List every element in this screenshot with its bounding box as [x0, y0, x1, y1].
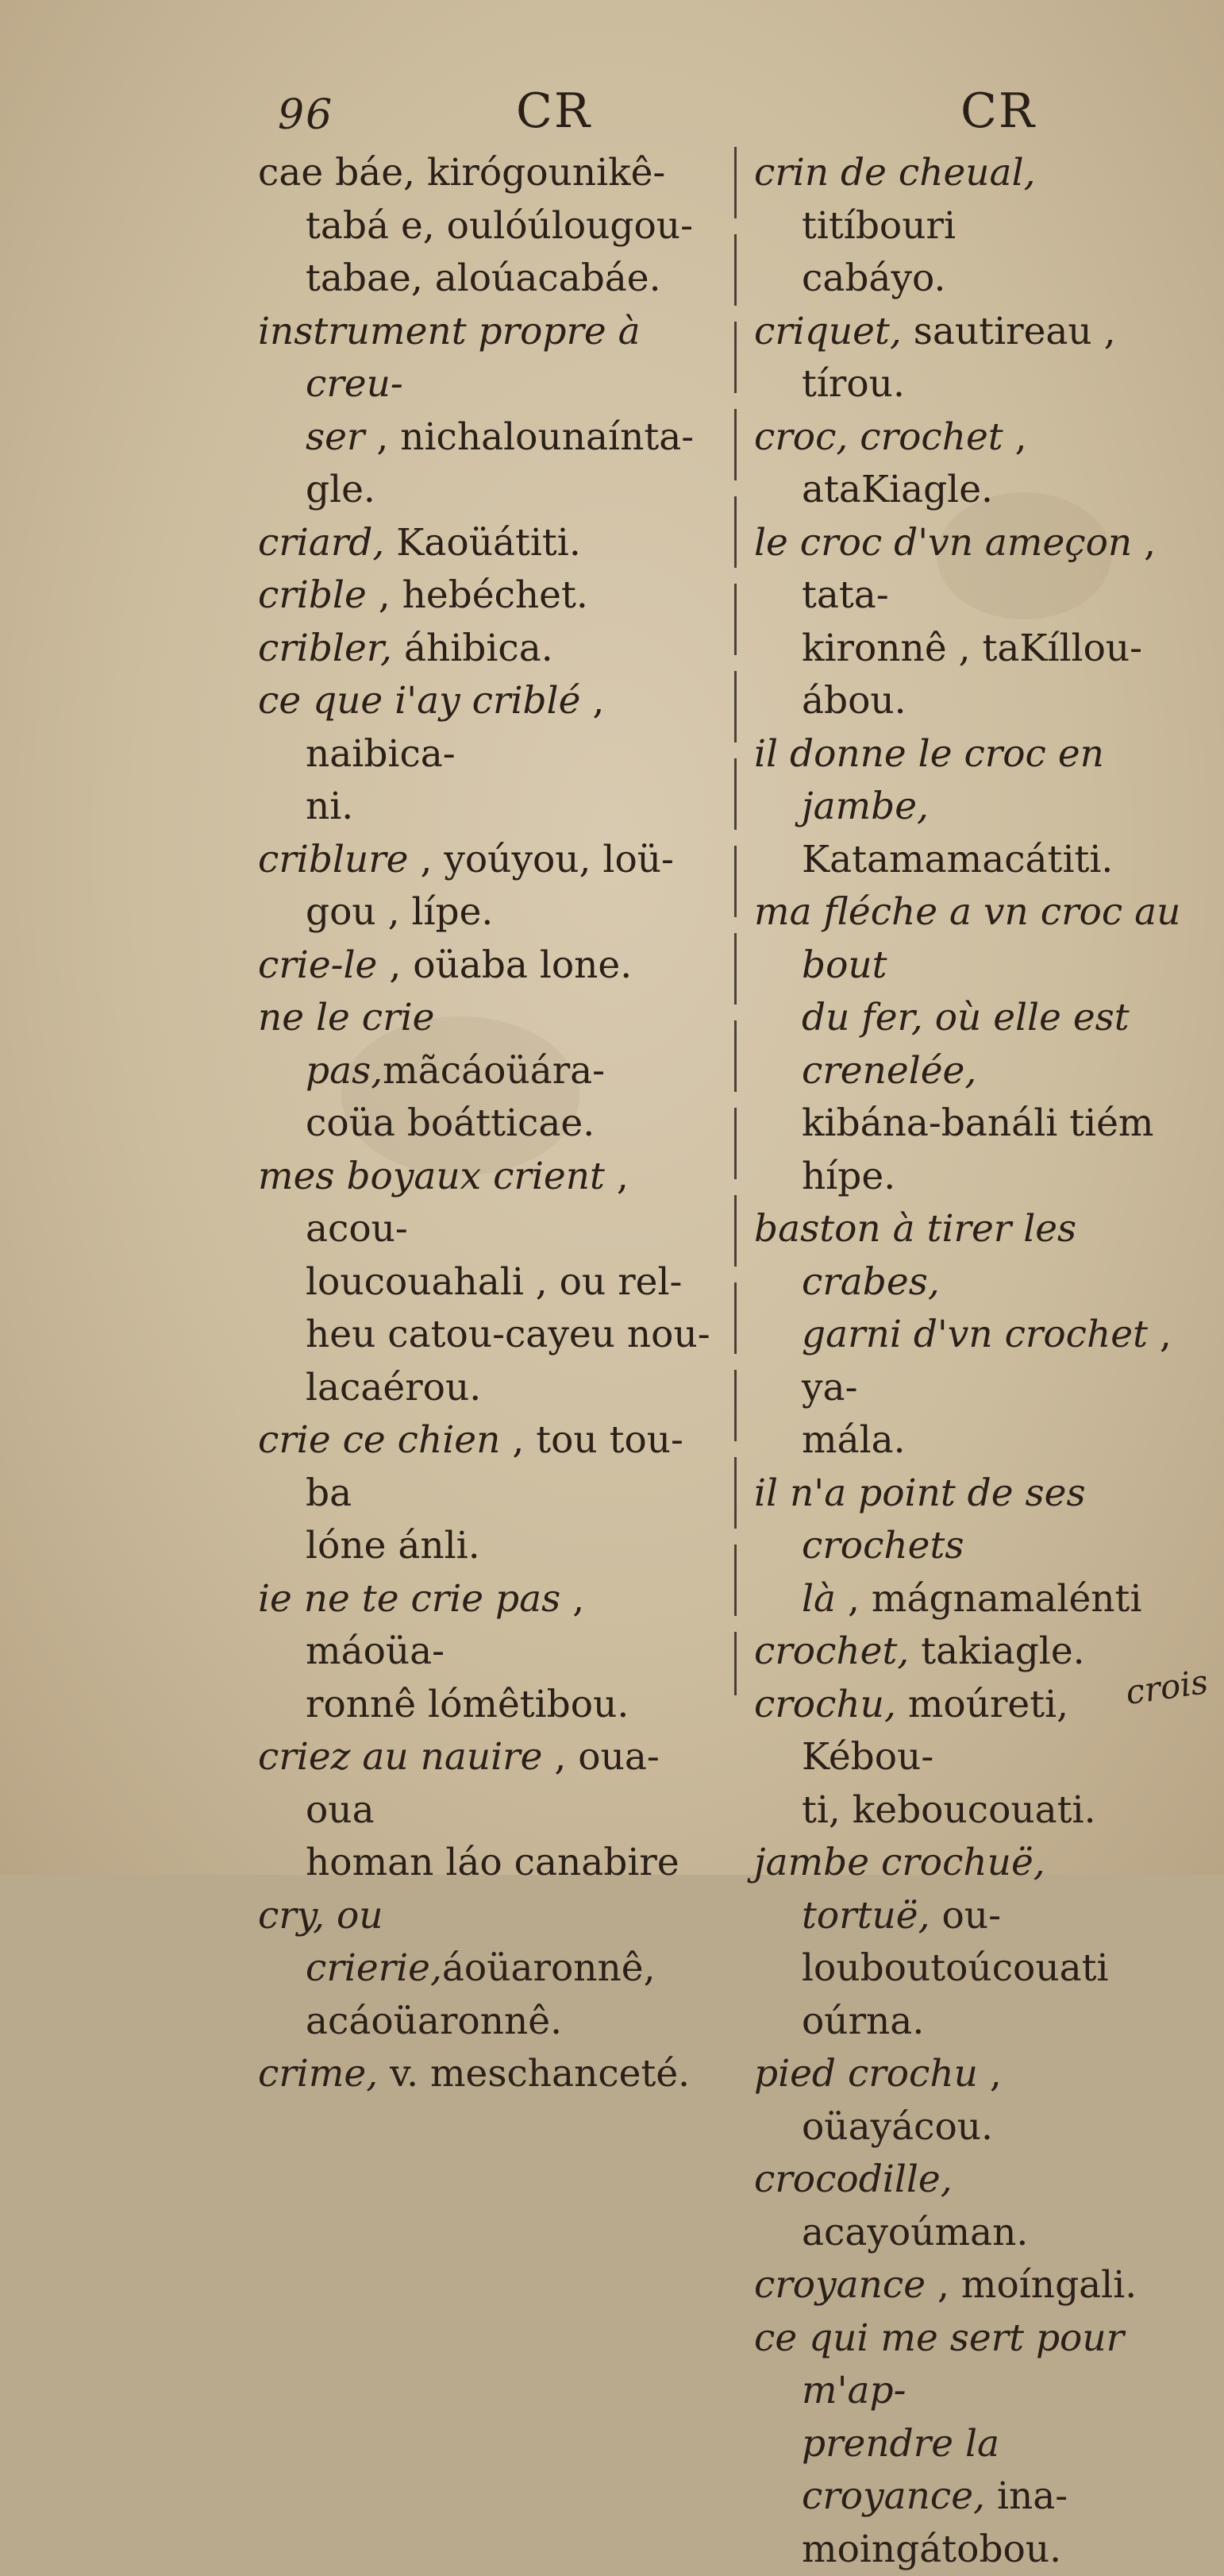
- gloss: mãcáoüára-: [383, 1049, 605, 1093]
- dictionary-line: [258, 464, 726, 517]
- dictionary-line: [258, 623, 726, 676]
- headword: jambe crochuë, tortuë,: [754, 1841, 1045, 1938]
- headword: garni d'vn crochet: [802, 1313, 1148, 1356]
- gloss: lóne ánli.: [306, 1524, 480, 1568]
- dictionary-line: [258, 1890, 726, 1996]
- headword: prendre la croyance,: [802, 2422, 999, 2519]
- headword: ce qui me sert pour m'ap-: [754, 2316, 1124, 2413]
- gloss: gou , lípe.: [306, 890, 493, 934]
- gloss: tabá e, oulóúlougou-: [306, 204, 693, 248]
- headword: il donne le croc en jambe,: [754, 732, 1104, 829]
- gloss: moingátobou.: [802, 2528, 1061, 2571]
- dictionary-line: [754, 2259, 1183, 2312]
- headword: ser: [306, 415, 364, 459]
- gloss: , tou tou-ba: [306, 1418, 683, 1515]
- dictionary-line: [754, 147, 1183, 253]
- dictionary-line: [754, 2048, 1183, 2154]
- gloss: acayoúman.: [802, 2211, 1028, 2254]
- gloss: acáoüaronnê.: [306, 1999, 562, 2043]
- headword: instrument propre à creu-: [258, 310, 641, 407]
- catchword: crois: [1123, 1662, 1211, 1712]
- gloss: ina-: [985, 2474, 1068, 2518]
- dictionary-line: [754, 2154, 1183, 2259]
- gloss: gle.: [306, 468, 375, 511]
- gloss: áoüaronnê,: [442, 1946, 656, 1990]
- headword: ie ne te crie pas: [258, 1577, 560, 1621]
- dictionary-line: [258, 1309, 726, 1362]
- dictionary-line: [258, 1520, 726, 1573]
- headword: criblure: [258, 838, 409, 881]
- gloss: ou-: [930, 1894, 1001, 1938]
- gloss: heu catou-cayeu nou-: [306, 1313, 710, 1356]
- headword: cribler,: [258, 627, 392, 670]
- headword: cry, ou crierie,: [258, 1894, 442, 1991]
- headword: crie-le: [258, 943, 377, 987]
- gloss: , nichalounaínta-: [364, 415, 694, 459]
- gloss: ti, keboucouati.: [802, 1788, 1096, 1832]
- dictionary-line: [754, 1625, 1183, 1679]
- dictionary-line: [258, 569, 726, 623]
- gloss: tabae, aloúacabáe.: [306, 256, 661, 300]
- headword: criquet,: [754, 310, 902, 353]
- dictionary-line: [754, 1151, 1183, 1204]
- gloss: hípe.: [802, 1155, 895, 1198]
- gloss: , ya-: [802, 1313, 1172, 1409]
- gloss: loucouahali , ou rel-: [306, 1260, 682, 1304]
- dictionary-line: [754, 2524, 1183, 2576]
- gloss: Katamamacátiti.: [802, 838, 1113, 881]
- dictionary-line: [754, 675, 1183, 728]
- gloss: mála.: [802, 1418, 906, 1462]
- dictionary-line: [754, 623, 1183, 676]
- right-column-heading: CR: [960, 83, 1036, 139]
- dictionary-line: [754, 1942, 1183, 2048]
- headword: le croc d'vn ameçon: [754, 521, 1132, 565]
- dictionary-line: [754, 1573, 1183, 1626]
- gloss: louboutoúcouati oúrna.: [802, 1946, 1109, 2043]
- dictionary-line: [754, 1784, 1183, 1838]
- gloss: homan láo canabire: [306, 1841, 679, 1884]
- dictionary-line: [754, 1679, 1183, 1784]
- dictionary-line: [258, 1256, 726, 1309]
- gloss: , oüaba lone.: [377, 943, 632, 987]
- headword: ne le crie pas,: [258, 996, 434, 1093]
- gloss: , yoúyou, loü-: [409, 838, 674, 881]
- dictionary-line: [258, 1097, 726, 1151]
- gloss: cabáyo.: [802, 256, 945, 300]
- dictionary-line: [754, 1309, 1183, 1414]
- headword: croc, crochet: [754, 415, 1003, 459]
- dictionary-line: [754, 886, 1183, 992]
- headword: mes boyaux crient: [258, 1155, 605, 1198]
- gloss: , oua-oua: [306, 1735, 660, 1832]
- dictionary-line: [258, 1996, 726, 2049]
- headword: il n'a point de ses crochets: [754, 1471, 1086, 1568]
- headword: criard,: [258, 521, 384, 565]
- dictionary-line: [258, 675, 726, 781]
- headword: crin de cheual,: [754, 151, 1036, 195]
- headword: là: [802, 1577, 836, 1621]
- gloss: , mágnamalénti: [836, 1577, 1141, 1621]
- headword: crime,: [258, 2052, 378, 2096]
- dictionary-line: [754, 2312, 1183, 2418]
- dictionary-line: [258, 1151, 726, 1256]
- headword: crocodille,: [754, 2158, 953, 2201]
- dictionary-line: [258, 1679, 726, 1732]
- dictionary-line: [754, 728, 1183, 834]
- dictionary-line: [258, 1837, 726, 1890]
- headword: crie ce chien: [258, 1418, 500, 1462]
- dictionary-line: [258, 253, 726, 306]
- gloss: ni.: [306, 785, 353, 828]
- dictionary-line: [754, 306, 1183, 411]
- dictionary-line: [258, 1731, 726, 1837]
- dictionary-line: [754, 1203, 1183, 1309]
- dictionary-line: [754, 1467, 1183, 1573]
- gloss: áhibica.: [392, 627, 553, 670]
- dictionary-line: [754, 1414, 1183, 1467]
- dictionary-line: [258, 2048, 726, 2101]
- headword: crible: [258, 573, 367, 617]
- gloss: , hebéchet.: [367, 573, 588, 617]
- dictionary-line: [258, 147, 726, 200]
- dictionary-line: [754, 411, 1183, 517]
- gloss: kibána-banáli tiém: [802, 1101, 1154, 1145]
- gloss: cae báe, kirógounikê-: [258, 151, 665, 195]
- dictionary-line: [258, 200, 726, 253]
- dictionary-line: [258, 306, 726, 411]
- gloss: sautireau , tírou.: [802, 310, 1116, 407]
- page-number: 96: [278, 91, 333, 139]
- dictionary-line: [258, 781, 726, 834]
- dictionary-line: [258, 1573, 726, 1679]
- dictionary-line: [258, 517, 726, 570]
- gloss: , naibica-: [306, 679, 604, 776]
- dictionary-line: [258, 1362, 726, 1415]
- gloss: , máoüa-: [306, 1577, 584, 1674]
- headword: ma fléche a vn croc au bout: [754, 890, 1180, 987]
- gloss: moúreti, Kébou-: [802, 1683, 1068, 1780]
- dictionary-line: [754, 253, 1183, 306]
- running-head: [278, 83, 1160, 147]
- dictionary-line: [754, 1097, 1183, 1151]
- dictionary-line: [258, 834, 726, 887]
- headword: baston à tirer les crabes,: [754, 1207, 1076, 1304]
- dictionary-line: [258, 411, 726, 465]
- gloss: ronnê lómêtibou.: [306, 1683, 629, 1726]
- column-divider: [734, 147, 737, 1695]
- gloss: , tata-: [802, 521, 1156, 618]
- gloss: v. meschanceté.: [378, 2052, 690, 2096]
- dictionary-line: [754, 2418, 1183, 2524]
- headword: du fer, où elle est crenelée,: [802, 996, 1130, 1093]
- gloss: , ataKiagle.: [802, 415, 1027, 512]
- gloss: , acou-: [306, 1155, 629, 1251]
- dictionary-line: [754, 992, 1183, 1097]
- gloss: takiagle.: [909, 1629, 1084, 1673]
- right-column: [754, 147, 1183, 2576]
- left-column-heading: CR: [516, 83, 591, 139]
- gloss: kironnê , taKíllou-: [802, 627, 1142, 670]
- dictionary-line: [258, 886, 726, 939]
- gloss: titíbouri: [802, 204, 956, 248]
- gloss: lacaérou.: [306, 1366, 481, 1409]
- headword: crochu,: [754, 1683, 896, 1726]
- headword: ce que i'ay criblé: [258, 679, 580, 723]
- dictionary-line: [258, 1414, 726, 1520]
- gloss: , oüayácou.: [802, 2052, 1002, 2149]
- headword: pied crochu: [754, 2052, 978, 2096]
- gloss: , moíngali.: [926, 2263, 1137, 2307]
- gloss: Kaoüátiti.: [384, 521, 580, 565]
- dictionary-line: [754, 1837, 1183, 1942]
- headword: croyance: [754, 2263, 926, 2307]
- dictionary-line: [754, 834, 1183, 887]
- left-column: [258, 147, 726, 2101]
- dictionary-line: [754, 517, 1183, 623]
- headword: crochet,: [754, 1629, 909, 1673]
- dictionary-line: [258, 939, 726, 993]
- dictionary-line: [258, 992, 726, 1097]
- gloss: coüa boátticae.: [306, 1101, 595, 1145]
- gloss: ábou.: [802, 679, 906, 723]
- headword: criez au nauire: [258, 1735, 542, 1779]
